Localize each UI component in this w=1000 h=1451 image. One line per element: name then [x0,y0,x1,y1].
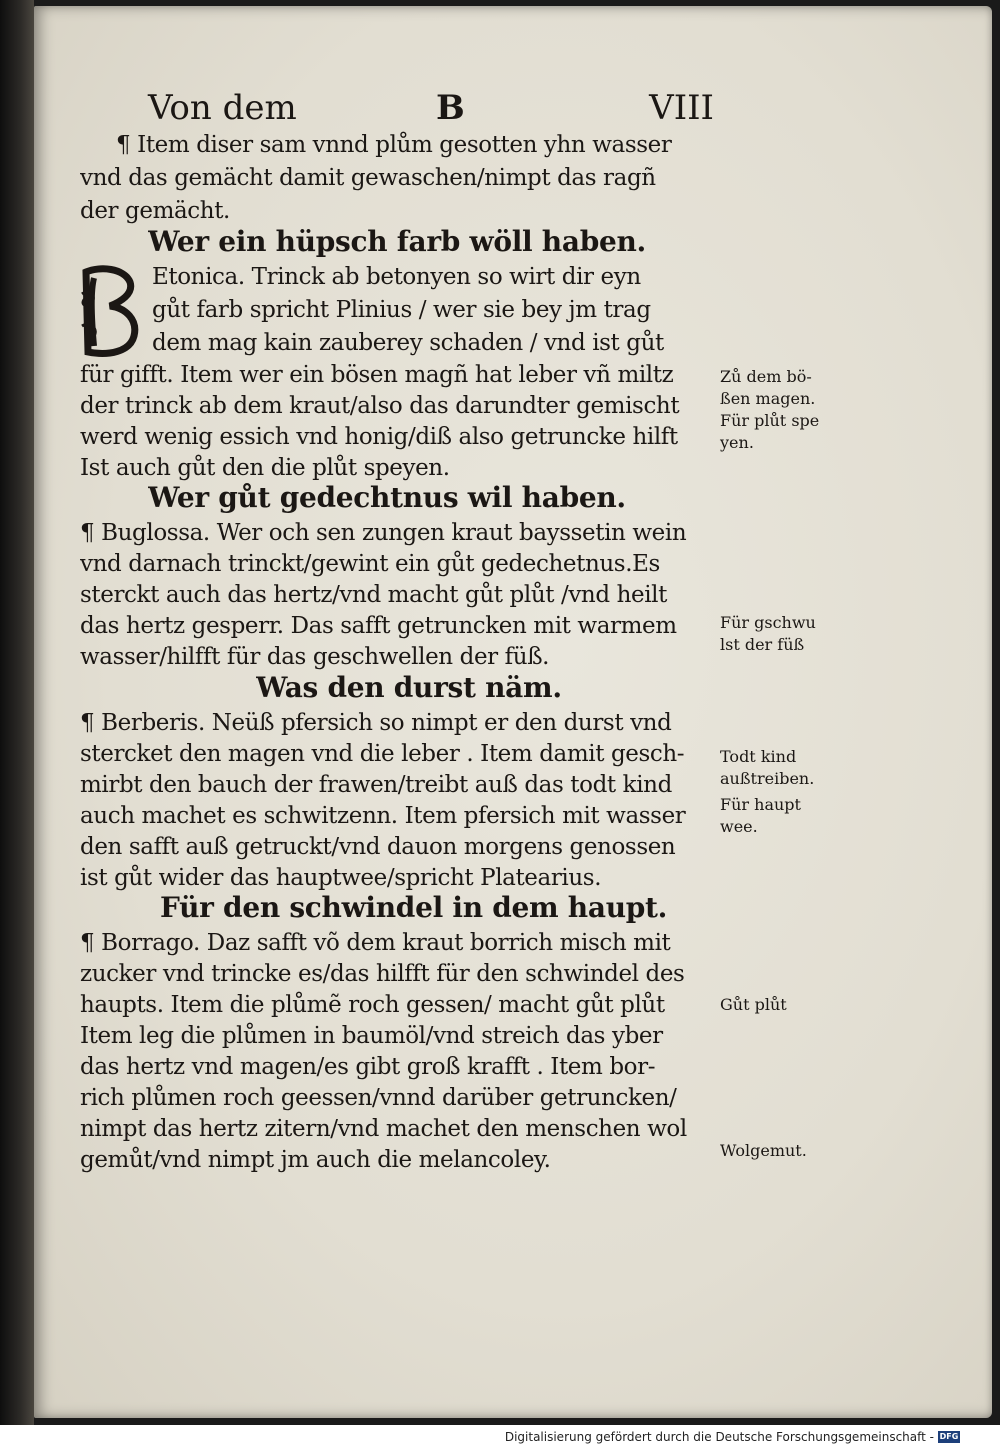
text-line: ¶ Item diser sam vnnd plům gesotten yhn wasser [116,132,672,158]
text-line: ¶ Berberis. Neüß pfersich so nimpt er den durst vnd [80,710,672,736]
text-line: der trinck ab dem kraut/also das darundter gemischt [80,393,680,419]
running-header [148,88,714,132]
text-line: vnd das gemächt damit gewaschen/nimpt das ragñ [80,165,656,191]
text-line: den safft auß getruckt/vnd dauon morgens genossen [80,834,676,860]
text-line: Ist auch gůt den die plůt speyen. [80,455,450,481]
text-line: für gifft. Item wer ein bösen magñ hat leber vñ miltz [80,362,674,388]
text-line: Etonica. Trinck ab betonyen so wirt dir eyn [152,264,641,290]
text-line: ist gůt wider das hauptwee/spricht Platearius. [80,865,602,891]
text-line: vnd darnach trinckt/gewint ein gůt gedechetnus.Es [80,551,660,577]
text-line: der gemächt. [80,198,230,224]
section-heading: Für den schwindel in dem haupt. [160,892,668,924]
text-line: gůt farb spricht Plinius / wer sie bey jm trag [152,297,651,323]
header-title: Von dem [148,88,297,128]
section-heading: Wer gůt gedechtnus wil haben. [148,482,626,514]
text-line: mirbt den bauch der frawen/treibt auß das todt kind [80,772,672,798]
text-line: das hertz vnd magen/es gibt groß krafft . Item bor- [80,1054,656,1080]
text-line: stercket den magen vnd die leber . Item damit gesch- [80,741,685,767]
section-heading: Was den durst näm. [256,672,562,704]
margin-note: Gůt plůt [720,995,787,1014]
text-line: Item leg die plůmen in baumöl/vnd streich das yber [80,1023,663,1049]
margin-note: wee. [720,817,758,836]
text-line: wasser/hilfft für das geschwellen der füß. [80,644,550,670]
text-line: zucker vnd trincke es/das hilfft für den schwindel des [80,961,685,987]
margin-note: außtreiben. [720,769,815,788]
text-line: haupts. Item die plůmẽ roch gessen/ macht gůt plůt [80,992,665,1018]
margin-note: Für gschwu [720,613,816,632]
digitization-credit [505,1430,960,1444]
text-line: rich plůmen roch geessen/vnnd darüber getruncken/ [80,1085,677,1111]
text-line: ¶ Buglossa. Wer och sen zungen kraut bayssetin wein [80,520,687,546]
text-line: dem mag kain zauberey schaden / vnd ist gůt [152,330,664,356]
margin-note: ßen magen. [720,389,816,408]
margin-note: Für haupt [720,795,801,814]
credit-text: Digitalisierung gefördert durch die Deutsche Forschungsgemeinschaft - [504,1430,934,1444]
text-line: auch machet es schwitzenn. Item pfersich mit wasser [80,803,686,829]
text-line: ¶ Borrago. Daz safft võ dem kraut borrich misch mit [80,930,671,956]
margin-note: lst der füß [720,635,805,654]
margin-note: Wolgemut. [720,1141,807,1160]
margin-note: Zů dem bö- [720,367,812,386]
folio-number: VIII [649,88,714,128]
dfg-logo-icon: DFG [939,1432,959,1441]
decorated-initial [80,264,140,358]
text-line: das hertz gesperr. Das safft getruncken mit warmem [80,613,677,639]
text-line: gemůt/vnd nimpt jm auch die melancoley. [80,1147,551,1173]
text-line: sterckt auch das hertz/vnd macht gůt plůt /vnd heilt [80,582,667,608]
margin-note: yen. [720,433,754,452]
book-spine [0,0,34,1425]
margin-note: Für plůt spe [720,411,820,430]
ornament-icon [80,264,140,358]
header-signature: B [436,88,465,128]
section-heading: Wer ein hüpsch farb wöll haben. [148,226,647,258]
text-line: werd wenig essich vnd honig/diß also getruncke hilft [80,424,678,450]
margin-note: Todt kind [720,747,797,766]
text-line: nimpt das hertz zitern/vnd machet den menschen wol [80,1116,687,1142]
